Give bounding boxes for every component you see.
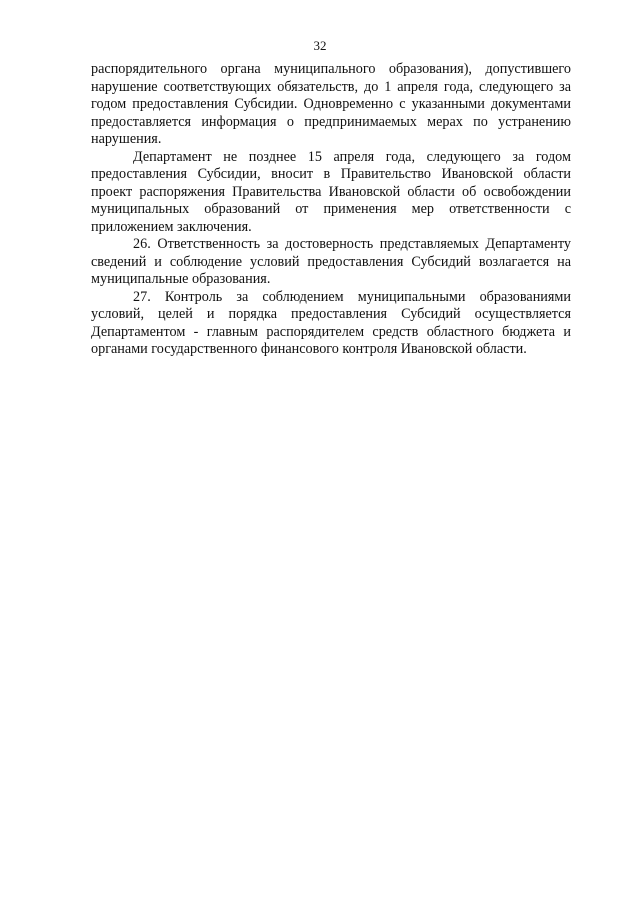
page-number: 32 xyxy=(313,38,327,53)
paragraph-item-27: 27. Контроль за соблюдением муниципальными образованиями условий, целей и порядка предоставления Субсидий осуществляется Департаментом - главным распорядителем средств областного бюджета и органами государственного финансового контроля Ивановской области. xyxy=(91,288,571,357)
paragraph-item-26: 26. Ответственность за достоверность представляемых Департаменту сведений и соблюдение условий предоставления Субсидий возлагается на муниципальные образования. xyxy=(91,236,571,287)
paragraph-continuation: распорядительного органа муниципального образования), допустившего нарушение соответствующих обязательств, до 1 апреля года, следующего за годом предоставления Субсидии. Одновременно с указанными документами предоставляется информация о предпринимаемых мерах по устранению нарушения. xyxy=(91,61,571,147)
document-body xyxy=(91,61,571,359)
paragraph-department-deadline: Департамент не позднее 15 апреля года, следующего за годом предоставления Субсидии, вносит в Правительство Ивановской области проект распоряжения Правительства Ивановской области об освобождении муниципальных образований от применения мер ответственности с приложением заключения. xyxy=(91,148,571,235)
